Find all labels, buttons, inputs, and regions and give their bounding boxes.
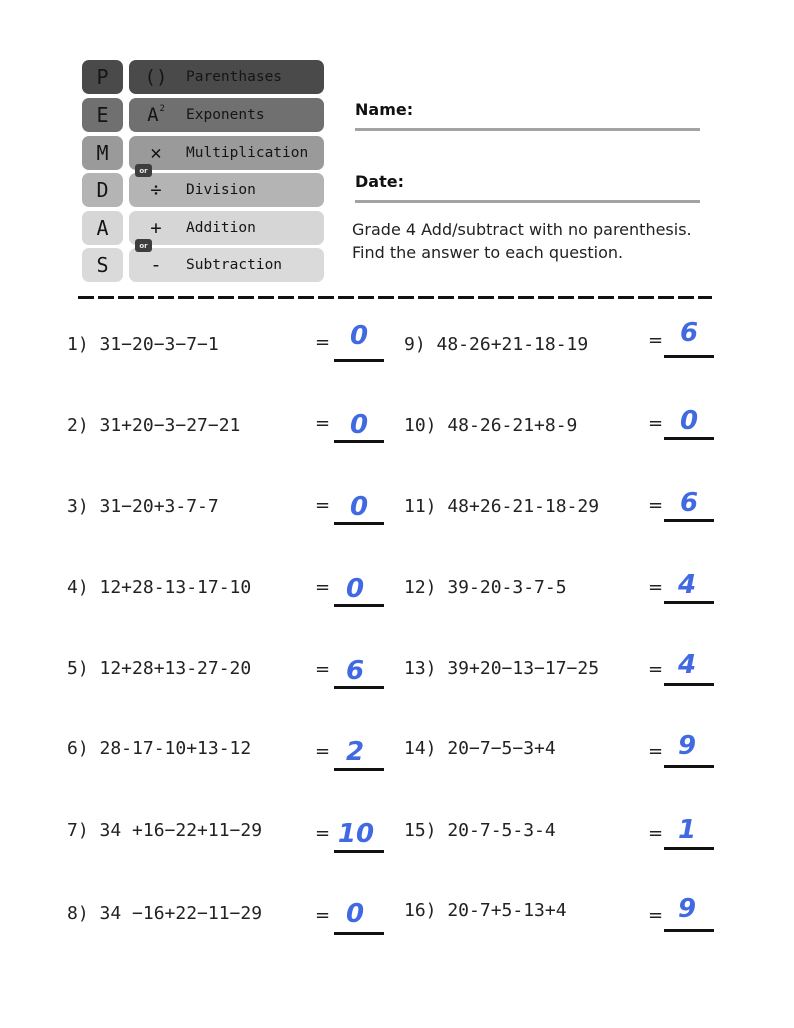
pemdas-row-s — [82, 248, 324, 282]
answer-line — [664, 355, 714, 358]
pemdas-row-e — [82, 98, 324, 132]
pemdas-letter: P — [82, 60, 123, 94]
equals-sign: = — [315, 495, 331, 516]
pemdas-letter: D — [82, 173, 123, 207]
instructions — [352, 218, 752, 264]
equals-sign: = — [315, 905, 331, 926]
equals-sign: = — [315, 413, 331, 434]
equals-sign: = — [648, 823, 664, 844]
problem-label: 8) 34 −16+22−11−29 — [67, 903, 263, 924]
plus-icon: + — [150, 217, 162, 239]
pemdas-row-m — [82, 136, 324, 170]
dashed-separator — [78, 296, 712, 299]
problem-label: 15) 20-7-5-3-4 — [404, 820, 556, 841]
or-badge-as: or — [135, 239, 152, 252]
problem-label: 14) 20−7−5−3+4 — [404, 738, 556, 759]
multiply-icon: ✕ — [150, 142, 162, 164]
problem-label: 16) 20-7+5-13+4 — [404, 900, 567, 921]
answer-value: 6 — [345, 656, 365, 686]
answer-value: 0 — [679, 406, 699, 436]
answer-line — [664, 847, 714, 850]
problem-label: 5) 12+28+13-27-20 — [67, 658, 252, 679]
pemdas-bar — [129, 173, 324, 207]
pemdas-letter: A — [82, 211, 123, 245]
answer-line — [664, 437, 714, 440]
problem-label: 3) 31−20+3-7-7 — [67, 496, 219, 517]
problem-label: 10) 48-26-21+8-9 — [404, 415, 578, 436]
answer-line — [664, 765, 714, 768]
problem-label: 13) 39+20−13−17−25 — [404, 658, 600, 679]
equals-sign: = — [648, 905, 664, 926]
date-line — [355, 200, 700, 203]
pemdas-bar — [129, 136, 324, 170]
problem-label: 1) 31−20−3−7−1 — [67, 334, 219, 355]
pemdas-operation-name: Multiplication — [186, 145, 309, 161]
pemdas-row-a — [82, 211, 324, 245]
answer-line — [334, 932, 384, 935]
answer-value: 0 — [345, 574, 365, 604]
pemdas-letter: M — [82, 136, 123, 170]
pemdas-operation-name: Subtraction — [186, 257, 283, 273]
answer-line — [664, 601, 714, 604]
answer-line — [664, 929, 714, 932]
instructions-line: Find the answer to each question. — [352, 243, 624, 262]
equals-sign: = — [648, 741, 664, 762]
divide-icon: ÷ — [150, 179, 162, 201]
answer-value: 9 — [677, 731, 697, 761]
problem-label: 2) 31+20−3−27−21 — [67, 415, 241, 436]
equals-sign: = — [315, 332, 331, 353]
answer-value: 0 — [349, 321, 369, 351]
equals-sign: = — [648, 659, 664, 680]
answer-value: 6 — [679, 318, 699, 348]
problem-label: 6) 28-17-10+13-12 — [67, 738, 252, 759]
problem-label: 4) 12+28-13-17-10 — [67, 577, 252, 598]
date-label: Date: — [355, 172, 404, 191]
pemdas-operation-name: Division — [186, 182, 256, 198]
answer-value: 1 — [677, 815, 697, 845]
instructions-line: Grade 4 Add/subtract with no parenthesis. — [352, 220, 692, 239]
equals-sign: = — [315, 823, 331, 844]
answer-value: 6 — [679, 488, 699, 518]
equals-sign: = — [315, 659, 331, 680]
pemdas-operation-name: Exponents — [186, 107, 265, 123]
problem-label: 11) 48+26-21-18-29 — [404, 496, 600, 517]
answer-value: 0 — [349, 492, 369, 522]
equals-sign: = — [648, 330, 664, 351]
answer-line — [334, 359, 384, 362]
answer-line — [334, 522, 384, 525]
pemdas-row-d — [82, 173, 324, 207]
name-line — [355, 128, 700, 131]
answer-line — [334, 440, 384, 443]
exponent-icon: A $^2$ — [147, 104, 165, 126]
or-badge-md: or — [135, 164, 152, 177]
pemdas-legend — [82, 60, 324, 284]
answer-value: 2 — [345, 737, 365, 767]
pemdas-letter: E — [82, 98, 123, 132]
equals-sign: = — [648, 413, 664, 434]
pemdas-bar — [129, 211, 324, 245]
pemdas-operation-name: Addition — [186, 220, 256, 236]
equals-sign: = — [315, 741, 331, 762]
answer-value: 10 — [337, 819, 375, 849]
answer-line — [334, 850, 384, 853]
answer-line — [334, 604, 384, 607]
answer-line — [664, 683, 714, 686]
pemdas-letter: S — [82, 248, 123, 282]
answer-line — [664, 519, 714, 522]
answer-line — [334, 686, 384, 689]
answer-value: 4 — [677, 650, 697, 680]
problem-label: 7) 34 +16−22+11−29 — [67, 820, 263, 841]
pemdas-row-p — [82, 60, 324, 94]
name-label: Name: — [355, 100, 414, 119]
pemdas-operation-name: Parenthases — [186, 69, 283, 85]
pemdas-bar — [129, 60, 324, 94]
answer-value: 0 — [349, 410, 369, 440]
answer-value: 4 — [677, 570, 697, 600]
equals-sign: = — [648, 495, 664, 516]
equals-sign: = — [315, 577, 331, 598]
answer-value: 9 — [677, 894, 697, 924]
problem-label: 9) 48-26+21-18-19 — [404, 334, 589, 355]
parentheses-icon: () — [144, 66, 168, 88]
minus-icon: - — [150, 254, 162, 276]
equals-sign: = — [648, 577, 664, 598]
answer-line — [334, 768, 384, 771]
pemdas-bar — [129, 98, 324, 132]
pemdas-bar — [129, 248, 324, 282]
answer-value: 0 — [345, 899, 365, 929]
problem-label: 12) 39-20-3-7-5 — [404, 577, 567, 598]
